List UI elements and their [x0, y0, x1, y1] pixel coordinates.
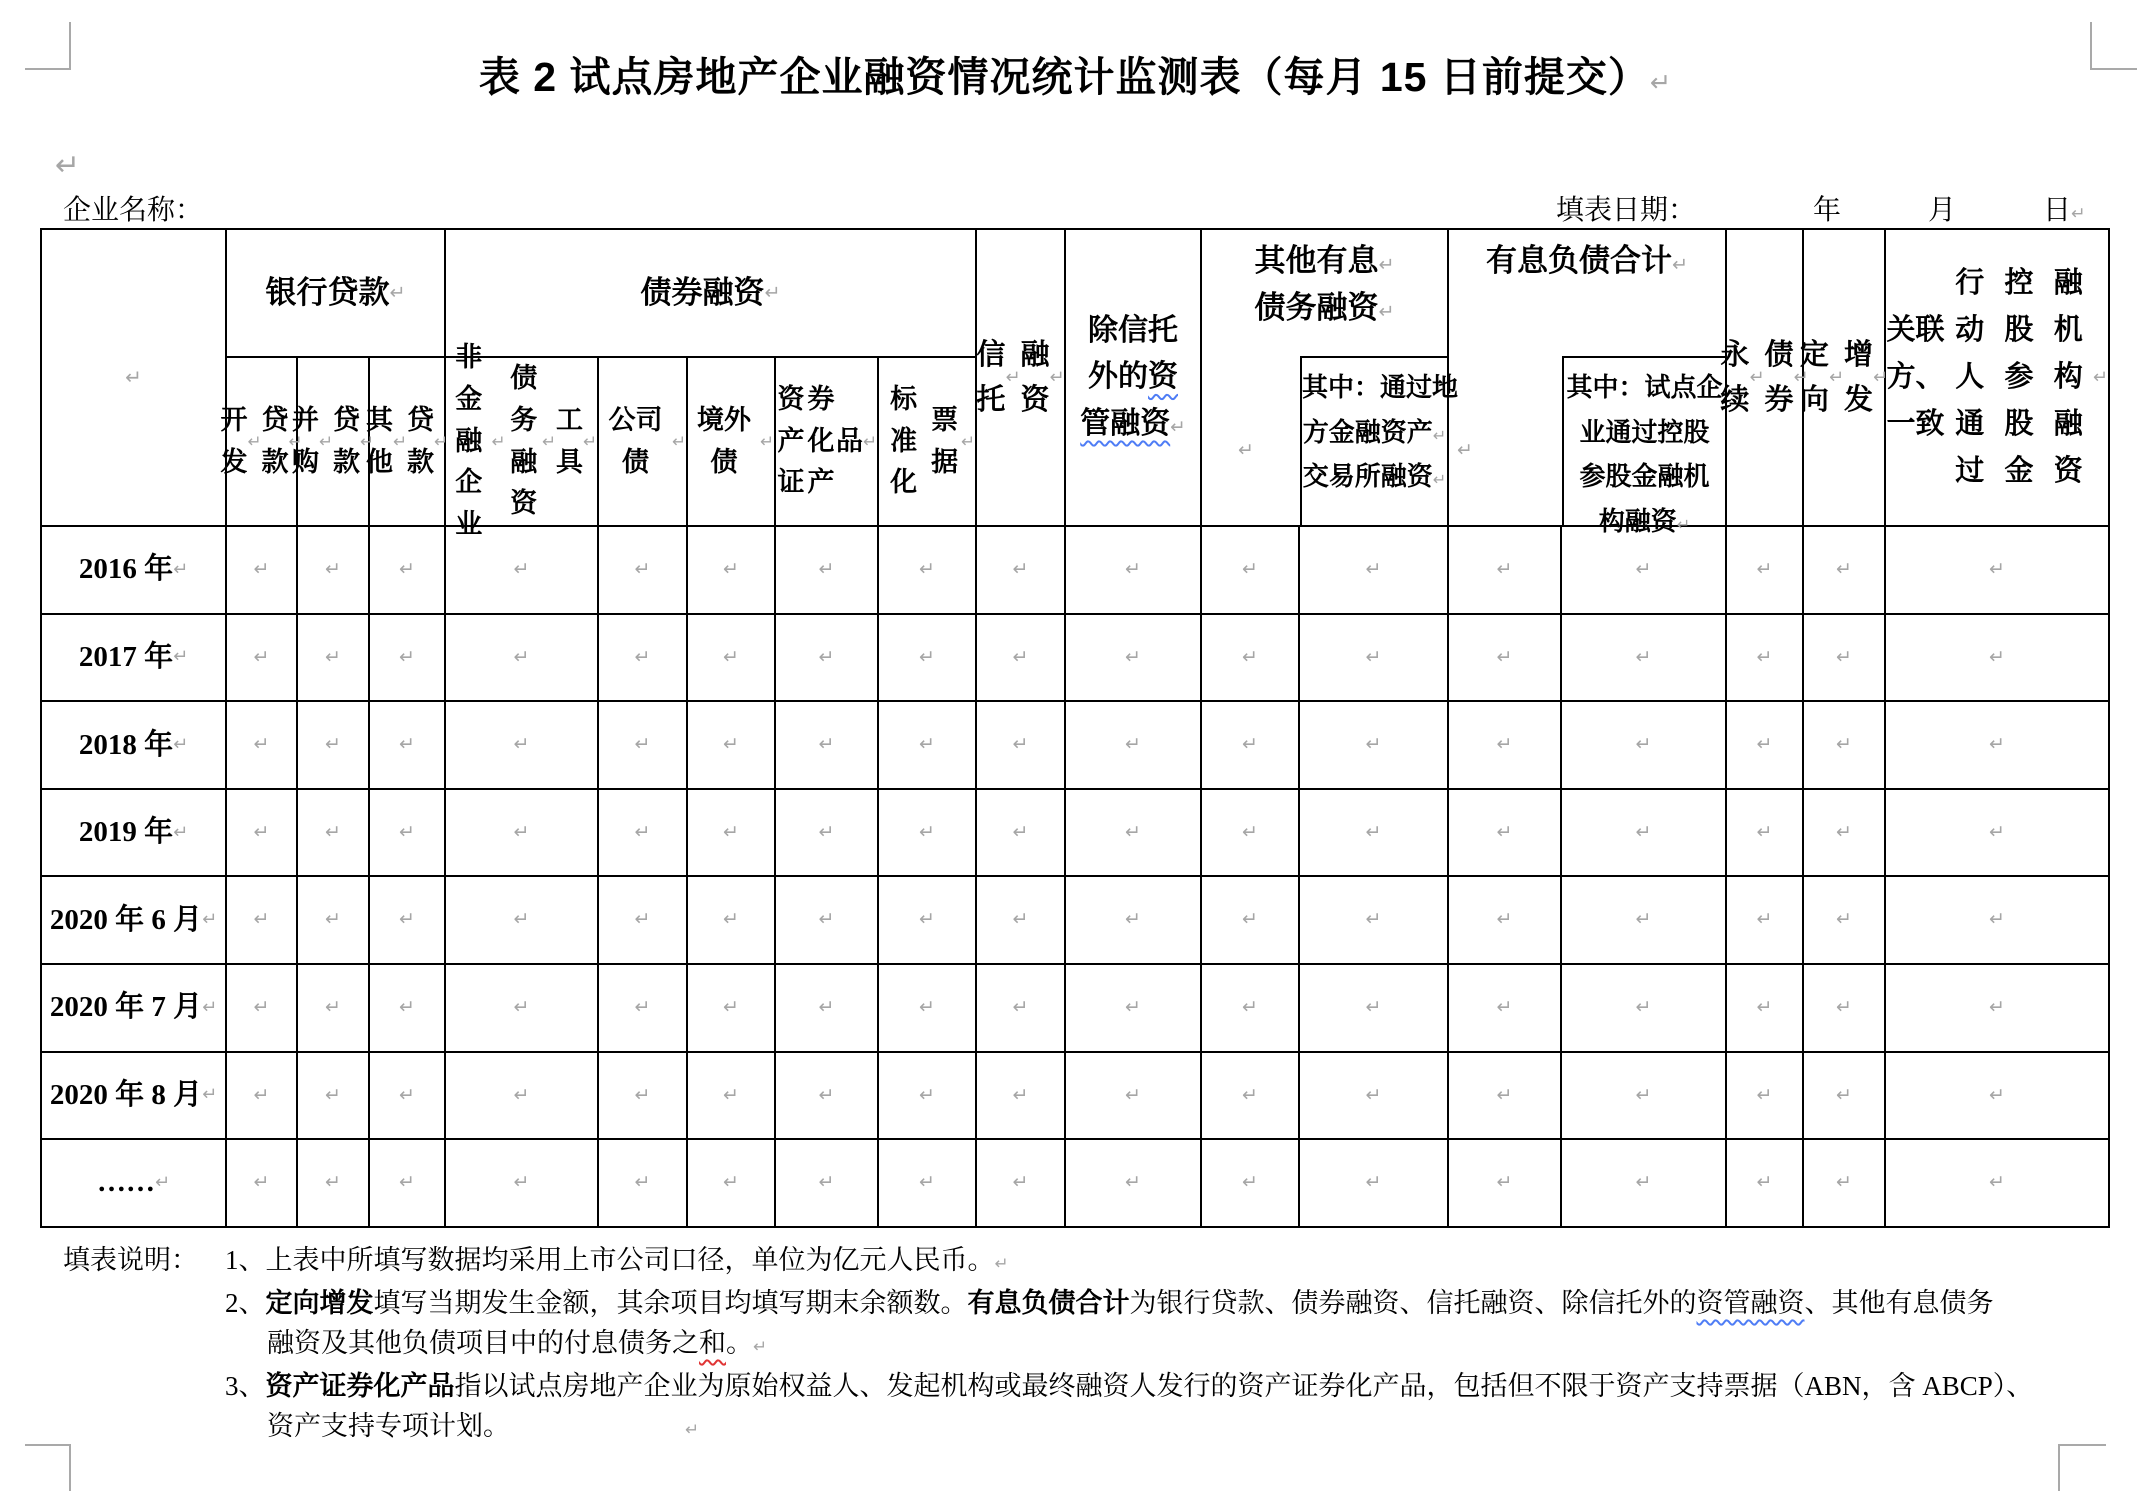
data-cell[interactable]: ↵	[1562, 1140, 1727, 1228]
data-cell[interactable]: ↵	[370, 1053, 446, 1141]
header-other-loans: 其他 ↵ 贷款 ↵	[370, 358, 446, 527]
data-cell[interactable]: ↵	[1886, 877, 2110, 965]
data-cell[interactable]: ↵	[298, 877, 370, 965]
data-cell[interactable]: ↵	[1449, 790, 1562, 878]
header-non-trust-asset-mgmt: 除信托 外的资 管融资↵	[1066, 230, 1202, 527]
data-cell[interactable]: ↵	[227, 790, 298, 878]
data-cell[interactable]: ↵	[1066, 790, 1202, 878]
data-cell[interactable]: ↵	[298, 615, 370, 703]
data-cell[interactable]: ↵	[599, 615, 688, 703]
data-cell[interactable]: ↵	[1202, 965, 1300, 1053]
data-cell[interactable]: ↵	[599, 527, 688, 615]
data-cell[interactable]: ↵	[298, 702, 370, 790]
data-cell[interactable]: ↵	[599, 965, 688, 1053]
data-cell[interactable]: ↵	[1300, 702, 1449, 790]
data-cell[interactable]: ↵	[298, 790, 370, 878]
data-cell[interactable]: ↵	[776, 702, 879, 790]
data-cell[interactable]: ↵	[1300, 790, 1449, 878]
data-cell[interactable]: ↵	[298, 1053, 370, 1141]
data-cell[interactable]: ↵	[776, 1140, 879, 1228]
header-private-placement: 定向 ↵ 增发 ↵	[1804, 230, 1886, 527]
data-cell[interactable]: ↵	[1562, 527, 1727, 615]
header-corporate-bonds: 公司债 ↵	[599, 358, 688, 527]
row-label: …… ↵	[42, 1140, 227, 1228]
data-cell[interactable]: ↵	[879, 527, 977, 615]
data-cell[interactable]: ↵	[1449, 1140, 1562, 1228]
header-asset-securitization-products: 资产证 券化产 品 ↵	[776, 358, 879, 527]
data-cell[interactable]: ↵	[227, 965, 298, 1053]
row-label: 2019 年 ↵	[42, 790, 227, 878]
data-cell[interactable]: ↵	[776, 965, 879, 1053]
data-cell[interactable]: ↵	[879, 615, 977, 703]
row-label: 2017 年 ↵	[42, 615, 227, 703]
paragraph-mark: ↵	[1649, 67, 1673, 97]
data-cell[interactable]: ↵	[1727, 1053, 1804, 1141]
header-pilot-financial-institution-financing: 其中：试点企 业通过控股 参股金融机 构融资↵	[1562, 356, 1725, 525]
data-cell[interactable]: ↵	[1804, 1140, 1886, 1228]
data-cell[interactable]: ↵	[227, 615, 298, 703]
data-cell[interactable]: ↵	[1562, 965, 1727, 1053]
data-cell[interactable]: ↵	[1886, 1140, 2110, 1228]
data-cell[interactable]: ↵	[370, 702, 446, 790]
data-cell[interactable]: ↵	[688, 527, 776, 615]
header-total-interest-debt-title: 有息负债合计↵	[1485, 243, 1689, 278]
header-other-interest-debt-title: 其他有息↵ 债务融资↵	[1254, 243, 1395, 325]
data-cell[interactable]: ↵	[977, 1053, 1066, 1141]
row-label: 2016 年 ↵	[42, 527, 227, 615]
crop-mark-bottom-right	[2058, 1444, 2106, 1491]
header-development-loans: 开发 ↵ 贷款 ↵	[227, 358, 298, 527]
header-perpetual-bonds: 永续 ↵ 债券 ↵	[1727, 230, 1804, 527]
data-cell[interactable]: ↵	[1449, 702, 1562, 790]
data-cell[interactable]: ↵	[1202, 877, 1300, 965]
data-cell[interactable]: ↵	[1066, 615, 1202, 703]
data-cell[interactable]: ↵	[977, 877, 1066, 965]
data-cell[interactable]: ↵	[1449, 615, 1562, 703]
data-cell[interactable]: ↵	[1202, 615, 1300, 703]
data-cell[interactable]: ↵	[1066, 527, 1202, 615]
data-cell[interactable]: ↵	[1886, 790, 2110, 878]
data-cell[interactable]: ↵	[370, 1140, 446, 1228]
data-cell[interactable]: ↵	[688, 1053, 776, 1141]
data-cell[interactable]: ↵	[1300, 1053, 1449, 1141]
data-cell[interactable]: ↵	[879, 790, 977, 878]
monitoring-table	[40, 228, 2110, 1228]
data-cell[interactable]: ↵	[1727, 965, 1804, 1053]
data-cell[interactable]: ↵	[879, 1053, 977, 1141]
data-cell[interactable]: ↵	[1804, 790, 1886, 878]
data-cell[interactable]: ↵	[1300, 527, 1449, 615]
data-cell[interactable]: ↵	[599, 1140, 688, 1228]
header-standardized-notes: 标准化 票据 ↵	[879, 358, 977, 527]
data-cell[interactable]: ↵	[1727, 527, 1804, 615]
data-cell[interactable]: ↵	[1562, 1053, 1727, 1141]
data-cell[interactable]: ↵	[977, 615, 1066, 703]
data-cell[interactable]: ↵	[1727, 702, 1804, 790]
data-cell[interactable]: ↵	[370, 965, 446, 1053]
data-cell[interactable]: ↵	[1562, 702, 1727, 790]
header-total-interest-debt	[1449, 230, 1727, 537]
data-cell[interactable]: ↵	[370, 790, 446, 878]
data-cell[interactable]: ↵	[1804, 615, 1886, 703]
data-cell[interactable]: ↵	[298, 965, 370, 1053]
data-cell[interactable]: ↵	[1449, 1053, 1562, 1141]
data-cell[interactable]: ↵	[977, 1140, 1066, 1228]
data-cell[interactable]: ↵	[1562, 877, 1727, 965]
data-cell[interactable]: ↵	[1727, 1140, 1804, 1228]
data-cell[interactable]: ↵	[879, 965, 977, 1053]
date-year-label: 年	[1813, 195, 1842, 226]
data-cell[interactable]: ↵	[1300, 615, 1449, 703]
data-cell[interactable]: ↵	[1066, 877, 1202, 965]
data-cell[interactable]: ↵	[1727, 877, 1804, 965]
data-cell[interactable]: ↵	[1562, 790, 1727, 878]
note-item-2: 2、定向增发填写当期发生金额，其余项目均填写期末余额数。有息负债合计为银行贷款、债券融资、信托融资、除信托外的资管融资、其他有息债务 融资及其他负债项目中的付息债务之和。↵	[225, 1288, 1994, 1358]
data-cell[interactable]: ↵	[1300, 877, 1449, 965]
data-cell[interactable]: ↵	[1886, 965, 2110, 1053]
notes-label: 填表说明：	[63, 1245, 198, 1275]
row-label: 2020 年 8 月 ↵	[42, 1053, 227, 1141]
data-cell[interactable]: ↵	[1804, 527, 1886, 615]
data-cell[interactable]: ↵	[227, 702, 298, 790]
data-cell[interactable]: ↵	[1449, 877, 1562, 965]
data-cell[interactable]: ↵	[599, 877, 688, 965]
data-cell[interactable]: ↵	[1804, 877, 1886, 965]
data-cell[interactable]: ↵	[227, 877, 298, 965]
data-cell[interactable]: ↵	[1804, 702, 1886, 790]
data-cell[interactable]: ↵	[446, 527, 599, 615]
header-offshore-bonds: 境外债 ↵	[688, 358, 776, 527]
data-cell[interactable]: ↵	[446, 790, 599, 878]
data-cell[interactable]: ↵	[227, 1140, 298, 1228]
header-related-party-financing: 关联方、一致 行动人通过 控股参股金 融机构融资 ↵	[1886, 230, 2110, 527]
data-cell[interactable]: ↵	[776, 877, 879, 965]
data-cell[interactable]: ↵	[776, 615, 879, 703]
data-cell[interactable]: ↵	[879, 877, 977, 965]
data-cell[interactable]: ↵	[1886, 1053, 2110, 1141]
notes-items	[225, 1240, 2131, 1449]
data-cell[interactable]: ↵	[446, 877, 599, 965]
row-label: 2018 年 ↵	[42, 702, 227, 790]
data-cell[interactable]: ↵	[879, 1140, 977, 1228]
data-cell[interactable]: ↵	[1202, 702, 1300, 790]
data-cell[interactable]: ↵	[370, 615, 446, 703]
data-cell[interactable]: ↵	[599, 1053, 688, 1141]
data-cell[interactable]: ↵	[1066, 702, 1202, 790]
data-cell[interactable]: ↵	[1066, 1140, 1202, 1228]
fill-date-label: 填表日期：	[1556, 195, 1697, 226]
data-cell[interactable]: ↵	[1562, 615, 1727, 703]
data-cell[interactable]: ↵	[1804, 1053, 1886, 1141]
data-cell[interactable]: ↵	[599, 702, 688, 790]
data-cell[interactable]: ↵	[977, 790, 1066, 878]
data-cell[interactable]: ↵	[977, 702, 1066, 790]
data-cell[interactable]: ↵	[776, 790, 879, 878]
data-cell[interactable]: ↵	[688, 877, 776, 965]
note-item-1: 1、上表中所填写数据均采用上市公司口径，单位为亿元人民币。↵	[225, 1245, 1009, 1275]
crop-mark-bottom-left	[25, 1444, 71, 1491]
data-cell[interactable]: ↵	[298, 1140, 370, 1228]
date-day-label: 日↵	[2043, 195, 2086, 226]
header-corner-cell: ↵	[42, 230, 227, 527]
data-cell[interactable]: ↵	[1066, 965, 1202, 1053]
row-label: 2020 年 6 月 ↵	[42, 877, 227, 965]
data-cell[interactable]: ↵	[688, 965, 776, 1053]
page-title: 表 2 试点房地产企业融资情况统计监测表（每月 15 日前提交）↵	[478, 54, 1673, 100]
data-cell[interactable]: ↵	[977, 965, 1066, 1053]
header-bond-financing: 债券融资 ↵	[446, 230, 977, 358]
data-cell[interactable]: ↵	[1449, 965, 1562, 1053]
data-cell[interactable]: ↵	[227, 527, 298, 615]
data-cell[interactable]: ↵	[879, 702, 977, 790]
header-nonfinancial-debt-instruments: 非金融企业 ↵ 债务融资 ↵ 工具 ↵	[446, 358, 599, 527]
data-cell[interactable]: ↵	[1300, 965, 1449, 1053]
data-cell[interactable]: ↵	[370, 527, 446, 615]
data-cell[interactable]: ↵	[1202, 1140, 1300, 1228]
note-item-3: 3、资产证券化产品指以试点房地产企业为原始权益人、发起机构或最终融资人发行的资产证券化产品，包括但不限于资产支持票据（ABN，含 ABCP）、 资产支持专项计划。 ↵	[225, 1371, 2034, 1441]
data-cell[interactable]: ↵	[776, 1053, 879, 1141]
data-cell[interactable]: ↵	[446, 702, 599, 790]
data-cell[interactable]: ↵	[1886, 527, 2110, 615]
data-cell[interactable]: ↵	[599, 790, 688, 878]
data-cell[interactable]: ↵	[446, 965, 599, 1053]
row-label: 2020 年 7 月 ↵	[42, 965, 227, 1053]
notes-section	[63, 1240, 2131, 1449]
header-trust-financing: 信托 ↵ 融资 ↵	[977, 230, 1066, 527]
data-cell[interactable]: ↵	[298, 527, 370, 615]
data-cell[interactable]: ↵	[1066, 1053, 1202, 1141]
header-local-exchange-financing: 其中：通过地 方金融资产↵ 交易所融资↵	[1300, 356, 1447, 525]
data-cell[interactable]: ↵	[1202, 790, 1300, 878]
data-cell[interactable]: ↵	[1804, 965, 1886, 1053]
data-cell[interactable]: ↵	[688, 615, 776, 703]
header-other-interest-debt	[1202, 230, 1459, 527]
data-cell[interactable]: ↵	[1727, 615, 1804, 703]
data-cell[interactable]: ↵	[1886, 702, 2110, 790]
data-cell[interactable]: ↵	[1449, 527, 1562, 615]
company-name-label: 企业名称：	[63, 195, 204, 226]
data-cell[interactable]: ↵	[688, 790, 776, 878]
data-cell[interactable]: ↵	[446, 1140, 599, 1228]
header-ma-loans: 并购 ↵ 贷款 ↵	[298, 358, 370, 527]
paragraph-mark: ↵	[1457, 439, 1473, 461]
data-cell[interactable]: ↵	[688, 1140, 776, 1228]
data-cell[interactable]: ↵	[1202, 527, 1300, 615]
data-cell[interactable]: ↵	[227, 1053, 298, 1141]
data-cell[interactable]: ↵	[370, 877, 446, 965]
header-bank-loans: 银行贷款 ↵	[227, 230, 446, 358]
data-cell[interactable]: ↵	[1202, 1053, 1300, 1141]
paragraph-mark: ↵	[1238, 439, 1254, 461]
paragraph-mark: ↵	[55, 148, 81, 183]
date-month-label: 月	[1928, 195, 1957, 226]
data-cell[interactable]: ↵	[1300, 1140, 1449, 1228]
data-cell[interactable]: ↵	[446, 615, 599, 703]
data-cell[interactable]: ↵	[1727, 790, 1804, 878]
data-cell[interactable]: ↵	[776, 527, 879, 615]
data-cell[interactable]: ↵	[1886, 615, 2110, 703]
data-cell[interactable]: ↵	[977, 527, 1066, 615]
data-cell[interactable]: ↵	[688, 702, 776, 790]
data-cell[interactable]: ↵	[446, 1053, 599, 1141]
